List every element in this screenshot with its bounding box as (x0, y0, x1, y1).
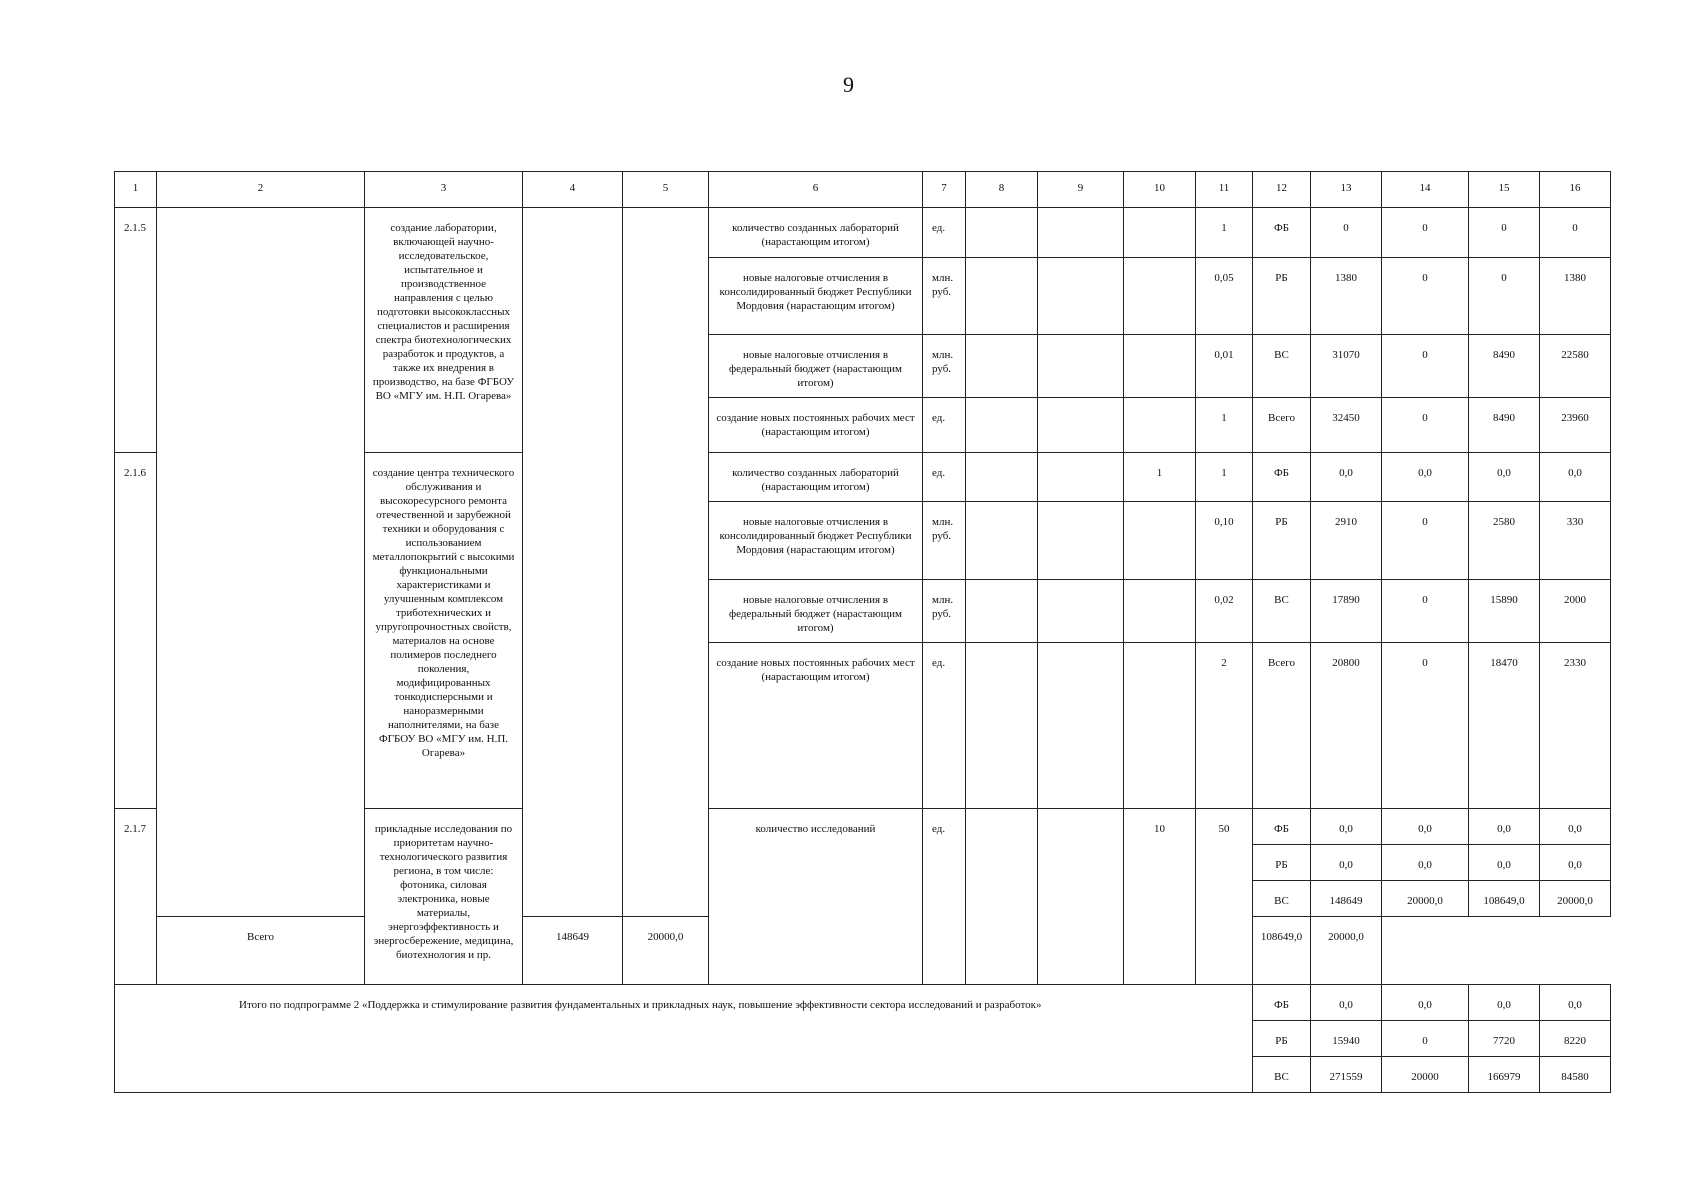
indicator-cell: количество созданных лабораторий (нарастающим итогом) (709, 208, 923, 258)
total-row (115, 985, 1611, 1021)
value-cell: 7720 (1469, 1021, 1540, 1057)
value-cell (1038, 208, 1124, 258)
source-cell: РБ (1253, 258, 1311, 335)
item-code: 2.1.5 (115, 208, 157, 453)
item-code: 2.1.6 (115, 453, 157, 809)
item-description: создание центра технического обслуживания и высокоресурсного ремонта отечественной и зарубежной техники и оборудования с использованием металлопокрытий с высокими функциональными характеристиками и улучшенным комплексом триботехнических и упругопрочностных свойств, материалов на основе полимеров последнего поколения, модифицированных тонкодисперсными и наноразмерными наполнителями, на базе ФГБОУ ВО «МГУ им. Н.П. Огарева» (365, 453, 523, 809)
value-cell: 2330 (1540, 643, 1611, 809)
value-cell (1124, 643, 1196, 809)
value-cell: 2580 (1469, 502, 1540, 580)
source-cell: РБ (1253, 1021, 1311, 1057)
value-cell: 271559 (1311, 1057, 1382, 1093)
value-cell (966, 258, 1038, 335)
value-cell: 0 (1469, 208, 1540, 258)
value-cell: 8490 (1469, 335, 1540, 398)
column-header: 4 (523, 172, 623, 208)
source-cell: ФБ (1253, 208, 1311, 258)
column-header: 12 (1253, 172, 1311, 208)
value-cell: 0,0 (1540, 985, 1611, 1021)
value-cell: 0,10 (1196, 502, 1253, 580)
item-description: создание лаборатории, включающей научно-исследовательское, испытательное и производственное направления с целью подготовки высококлассных специалистов и расширения спектра биотехнологических разработок и продуктов, а также их внедрения в производство, на базе ФГБОУ ВО «МГУ им. Н.П. Огарева» (365, 208, 523, 453)
value-cell: 0 (1540, 208, 1611, 258)
value-cell: 15940 (1311, 1021, 1382, 1057)
column-header: 5 (623, 172, 709, 208)
value-cell (1124, 502, 1196, 580)
value-cell: 0,05 (1196, 258, 1253, 335)
table-row (115, 208, 1611, 258)
total-label: Итого по подпрограмме 2 «Поддержка и стимулирование развития фундаментальных и прикладных наук, повышение эффективности сектора исследований и разработок» (115, 985, 1253, 1093)
value-cell: 20000 (1382, 1057, 1469, 1093)
indicator-cell: новые налоговые отчисления в консолидированный бюджет Республики Мордовия (нарастающим итогом) (709, 258, 923, 335)
column-header: 11 (1196, 172, 1253, 208)
column-header: 8 (966, 172, 1038, 208)
value-cell: 20800 (1311, 643, 1382, 809)
value-cell: 2000 (1540, 580, 1611, 643)
column-header: 14 (1382, 172, 1469, 208)
indicator-cell: количество исследований (709, 809, 923, 985)
column-header: 16 (1540, 172, 1611, 208)
value-cell: 330 (1540, 502, 1611, 580)
value-cell (966, 208, 1038, 258)
unit-cell: ед. (923, 809, 966, 985)
source-cell: Всего (1253, 643, 1311, 809)
value-cell (1038, 398, 1124, 453)
table-header-row (115, 172, 1611, 208)
value-cell (1038, 258, 1124, 335)
program-table (114, 171, 1611, 1093)
empty-cell (157, 208, 365, 917)
indicator-cell: создание новых постоянных рабочих мест (нарастающим итогом) (709, 643, 923, 809)
column-header: 9 (1038, 172, 1124, 208)
value-cell (1038, 502, 1124, 580)
value-cell: 20000,0 (623, 917, 709, 985)
value-cell: 0 (1382, 208, 1469, 258)
indicator-cell: создание новых постоянных рабочих мест (нарастающим итогом) (709, 398, 923, 453)
column-header: 13 (1311, 172, 1382, 208)
column-header: 10 (1124, 172, 1196, 208)
value-cell (966, 398, 1038, 453)
source-cell: ФБ (1253, 985, 1311, 1021)
item-code: 2.1.7 (115, 809, 157, 985)
unit-cell: млн. руб. (923, 502, 966, 580)
column-header: 1 (115, 172, 157, 208)
source-cell: ФБ (1253, 809, 1311, 845)
value-cell: 1380 (1311, 258, 1382, 335)
value-cell: 0,02 (1196, 580, 1253, 643)
indicator-cell: новые налоговые отчисления в федеральный бюджет (нарастающим итогом) (709, 335, 923, 398)
value-cell: 0 (1382, 335, 1469, 398)
value-cell: 17890 (1311, 580, 1382, 643)
value-cell (966, 335, 1038, 398)
value-cell: 148649 (523, 917, 623, 985)
value-cell: 0,0 (1382, 845, 1469, 881)
value-cell (966, 453, 1038, 502)
value-cell: 108649,0 (1253, 917, 1311, 985)
value-cell: 166979 (1469, 1057, 1540, 1093)
value-cell (1124, 208, 1196, 258)
value-cell: 84580 (1540, 1057, 1611, 1093)
value-cell: 0 (1382, 502, 1469, 580)
unit-cell: ед. (923, 453, 966, 502)
value-cell (1124, 398, 1196, 453)
value-cell (1038, 643, 1124, 809)
value-cell: 0,0 (1311, 985, 1382, 1021)
value-cell: 20000,0 (1311, 917, 1382, 985)
value-cell: 15890 (1469, 580, 1540, 643)
value-cell: 8220 (1540, 1021, 1611, 1057)
value-cell: 0 (1382, 1021, 1469, 1057)
value-cell: 0,0 (1540, 845, 1611, 881)
value-cell (966, 580, 1038, 643)
value-cell: 1 (1124, 453, 1196, 502)
value-cell: 0 (1382, 643, 1469, 809)
value-cell: 0,0 (1311, 809, 1382, 845)
value-cell: 0 (1382, 398, 1469, 453)
value-cell: 20000,0 (1540, 881, 1611, 917)
unit-cell: млн. руб. (923, 580, 966, 643)
value-cell: 10 (1124, 809, 1196, 985)
value-cell: 8490 (1469, 398, 1540, 453)
value-cell: 0,01 (1196, 335, 1253, 398)
unit-cell: млн. руб. (923, 335, 966, 398)
value-cell: 0,0 (1311, 453, 1382, 502)
value-cell: 1 (1196, 398, 1253, 453)
column-header: 15 (1469, 172, 1540, 208)
value-cell (1038, 335, 1124, 398)
value-cell: 0,0 (1469, 845, 1540, 881)
indicator-cell: новые налоговые отчисления в консолидированный бюджет Республики Мордовия (нарастающим итогом) (709, 502, 923, 580)
source-cell: ВС (1253, 881, 1311, 917)
value-cell: 2910 (1311, 502, 1382, 580)
value-cell: 0,0 (1382, 985, 1469, 1021)
column-header: 7 (923, 172, 966, 208)
unit-cell: млн. руб. (923, 258, 966, 335)
value-cell (1124, 258, 1196, 335)
indicator-cell: новые налоговые отчисления в федеральный бюджет (нарастающим итогом) (709, 580, 923, 643)
value-cell (1038, 453, 1124, 502)
value-cell: 18470 (1469, 643, 1540, 809)
value-cell: 2 (1196, 643, 1253, 809)
value-cell: 0,0 (1311, 845, 1382, 881)
source-cell: ВС (1253, 335, 1311, 398)
value-cell: 0 (1382, 580, 1469, 643)
value-cell: 50 (1196, 809, 1253, 985)
value-cell: 1 (1196, 208, 1253, 258)
source-cell: Всего (157, 917, 365, 985)
unit-cell: ед. (923, 398, 966, 453)
column-header: 3 (365, 172, 523, 208)
value-cell: 0,0 (1540, 809, 1611, 845)
column-header: 6 (709, 172, 923, 208)
value-cell: 0 (1382, 258, 1469, 335)
value-cell: 0,0 (1382, 453, 1469, 502)
value-cell: 0,0 (1469, 453, 1540, 502)
value-cell: 1 (1196, 453, 1253, 502)
value-cell: 0 (1311, 208, 1382, 258)
value-cell (1038, 580, 1124, 643)
value-cell (1124, 580, 1196, 643)
value-cell: 31070 (1311, 335, 1382, 398)
source-cell: РБ (1253, 845, 1311, 881)
value-cell (966, 809, 1038, 985)
value-cell (1038, 809, 1124, 985)
source-cell: ВС (1253, 1057, 1311, 1093)
value-cell: 23960 (1540, 398, 1611, 453)
page-number: 9 (843, 72, 854, 97)
indicator-cell: количество созданных лабораторий (нарастающим итогом) (709, 453, 923, 502)
source-cell: Всего (1253, 398, 1311, 453)
value-cell: 0,0 (1540, 453, 1611, 502)
unit-cell: ед. (923, 643, 966, 809)
value-cell: 0,0 (1469, 809, 1540, 845)
empty-cell (523, 208, 623, 917)
value-cell: 1380 (1540, 258, 1611, 335)
item-description: прикладные исследования по приоритетам научно-технологического развития региона, в том числе: фотоника, силовая электроника, новые материалы, энергоэффективность и энергосбережение, медицина, биотехнология и пр. (365, 809, 523, 985)
value-cell: 20000,0 (1382, 881, 1469, 917)
value-cell (1124, 335, 1196, 398)
value-cell: 22580 (1540, 335, 1611, 398)
value-cell: 32450 (1311, 398, 1382, 453)
value-cell: 108649,0 (1469, 881, 1540, 917)
unit-cell: ед. (923, 208, 966, 258)
value-cell: 0 (1469, 258, 1540, 335)
value-cell: 0,0 (1382, 809, 1469, 845)
empty-cell (623, 208, 709, 917)
value-cell (966, 643, 1038, 809)
source-cell: РБ (1253, 502, 1311, 580)
value-cell: 0,0 (1469, 985, 1540, 1021)
source-cell: ФБ (1253, 453, 1311, 502)
column-header: 2 (157, 172, 365, 208)
value-cell (966, 502, 1038, 580)
source-cell: ВС (1253, 580, 1311, 643)
value-cell: 148649 (1311, 881, 1382, 917)
